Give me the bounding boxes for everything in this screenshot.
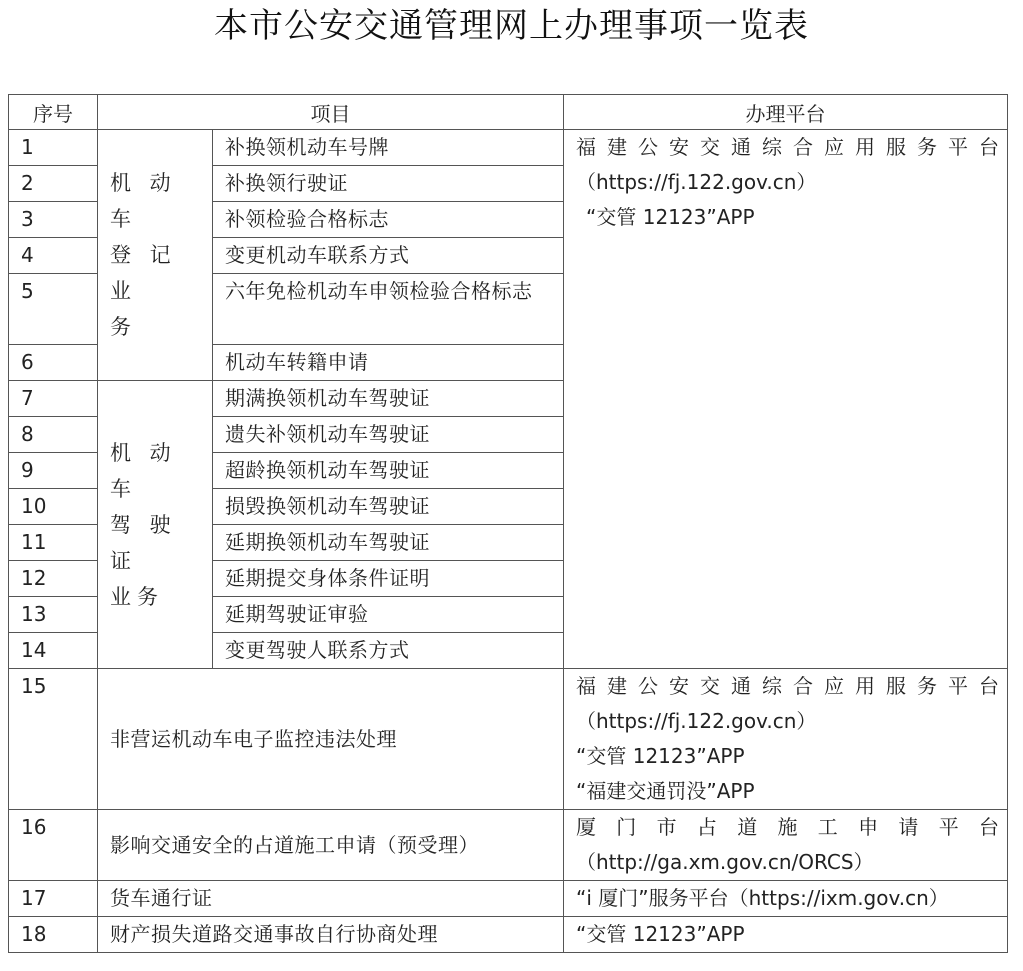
row-number: 2: [9, 166, 98, 202]
table-row: [9, 917, 1008, 953]
platform-cell: [564, 669, 1008, 810]
item-name: 延期换领机动车驾驶证: [213, 525, 564, 561]
platform-line: （https://fj.122.gov.cn）: [576, 170, 817, 194]
category-line: 登 记 业: [110, 243, 177, 303]
row-number: 6: [9, 345, 98, 381]
platform-line: “交管 12123”APP: [576, 744, 745, 768]
row-number: 15: [9, 669, 98, 810]
platform-cell: “i 厦门”服务平台（https://ixm.gov.cn）: [564, 881, 1008, 917]
item-name: 补领检验合格标志: [213, 202, 564, 238]
item-name: 超龄换领机动车驾驶证: [213, 453, 564, 489]
platform-cell: [564, 810, 1008, 881]
item-name: 财产损失道路交通事故自行协商处理: [98, 917, 564, 953]
category-line: 业务: [110, 584, 164, 609]
row-number: 17: [9, 881, 98, 917]
item-name: 损毁换领机动车驾驶证: [213, 489, 564, 525]
page-title: 本市公安交通管理网上办理事项一览表: [214, 6, 809, 46]
item-name: 影响交通安全的占道施工申请（预受理）: [98, 810, 564, 881]
item-name: 变更机动车联系方式: [213, 238, 564, 274]
item-name: 延期驾驶证审验: [213, 597, 564, 633]
services-table: [8, 94, 1008, 953]
category-line: 驾 驶 证: [110, 512, 177, 573]
platform-line: “福建交通罚没”APP: [576, 779, 755, 803]
row-number: 11: [9, 525, 98, 561]
category-line: 机 动 车: [110, 440, 177, 501]
item-name: 遗失补领机动车驾驶证: [213, 417, 564, 453]
item-name: 机动车转籍申请: [213, 345, 564, 381]
row-number: 3: [9, 202, 98, 238]
platform-cell-group: [564, 130, 1008, 669]
row-number: 1: [9, 130, 98, 166]
item-name: 非营运机动车电子监控违法处理: [98, 669, 564, 810]
item-name: 变更驾驶人联系方式: [213, 633, 564, 669]
row-number: 13: [9, 597, 98, 633]
table-row: [9, 881, 1008, 917]
item-name: 货车通行证: [98, 881, 564, 917]
item-name: 期满换领机动车驾驶证: [213, 381, 564, 417]
platform-line: 厦门市占道施工申请平台: [576, 815, 999, 839]
row-number: 7: [9, 381, 98, 417]
platform-line: 福建公安交通综合应用服务平台: [576, 674, 999, 698]
table-row: [9, 669, 1008, 810]
platform-line: “交管 12123”APP: [586, 205, 755, 229]
header-item: 项目: [98, 95, 564, 130]
category-line: 机 动 车: [110, 171, 177, 231]
table-row: [9, 810, 1008, 881]
row-number: 8: [9, 417, 98, 453]
row-number: 10: [9, 489, 98, 525]
header-platform: 办理平台: [564, 95, 1008, 130]
platform-line: （http://ga.xm.gov.cn/ORCS）: [576, 850, 874, 874]
table-row: [9, 130, 1008, 166]
category-driver-license: [98, 381, 213, 669]
row-number: 14: [9, 633, 98, 669]
platform-line: 福建公安交通综合应用服务平台: [576, 135, 999, 159]
row-number: 12: [9, 561, 98, 597]
category-vehicle-registration: [98, 130, 213, 381]
platform-cell: “交管 12123”APP: [564, 917, 1008, 953]
platform-line: （https://fj.122.gov.cn）: [576, 709, 817, 733]
item-name: 六年免检机动车申领检验合格标志: [213, 274, 564, 345]
row-number: 5: [9, 274, 98, 345]
item-name: 补换领行驶证: [213, 166, 564, 202]
row-number: 18: [9, 917, 98, 953]
row-number: 16: [9, 810, 98, 881]
item-name: 补换领机动车号牌: [213, 130, 564, 166]
table-header-row: [9, 95, 1008, 130]
row-number: 9: [9, 453, 98, 489]
category-line: 务: [110, 315, 137, 339]
header-no: 序号: [9, 95, 98, 130]
item-name: 延期提交身体条件证明: [213, 561, 564, 597]
row-number: 4: [9, 238, 98, 274]
